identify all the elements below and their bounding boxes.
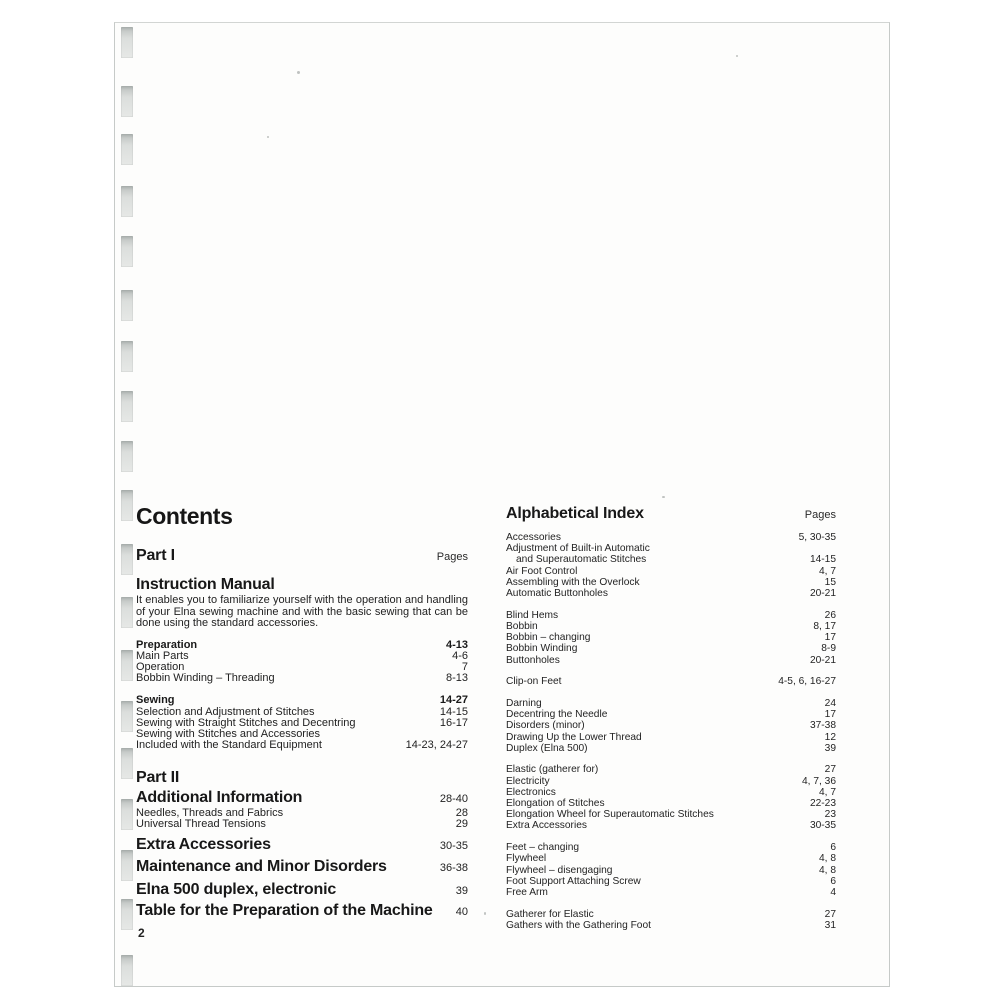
index-entry-pages: 6 — [830, 842, 836, 854]
index-row — [506, 887, 836, 898]
binding-hole — [121, 391, 133, 422]
index-entry-pages: 20-21 — [809, 588, 836, 600]
index-entry-label: Flywheel — [506, 853, 547, 865]
toc-row — [136, 740, 468, 751]
contents-column — [136, 504, 468, 940]
toc-entry-pages: 4-6 — [452, 650, 468, 663]
index-entry-label: Adjustment of Built-in Automatic — [506, 543, 650, 555]
index-entry-pages: 4, 8 — [819, 864, 836, 876]
binding-hole — [121, 490, 133, 521]
index-entry-label: Flywheel – disengaging — [506, 864, 613, 876]
binding-hole — [121, 186, 133, 217]
binding-hole — [121, 850, 133, 881]
scan-speck — [297, 71, 300, 74]
index-entry-label: Elongation Wheel for Superautomatic Stitches — [506, 809, 714, 821]
binding-hole — [121, 799, 133, 830]
index-entry-label: Feet – changing — [506, 842, 580, 854]
index-row — [506, 764, 836, 775]
alphabetical-index-list — [506, 532, 836, 931]
index-entry-label: Accessories — [506, 532, 561, 543]
manual-page — [114, 22, 890, 987]
toc-group — [136, 695, 468, 750]
index-row — [506, 820, 836, 831]
binding-hole — [121, 701, 133, 732]
index-entry-label: Blind Hems — [506, 609, 559, 621]
index-row — [506, 588, 836, 599]
index-letter-group — [506, 532, 836, 599]
index-row — [506, 554, 836, 565]
binding-hole — [121, 341, 133, 372]
index-entry-pages: 5, 30-35 — [798, 532, 836, 543]
index-row — [506, 655, 836, 666]
index-row — [506, 787, 836, 798]
index-entry-pages: 31 — [824, 919, 836, 931]
index-row — [506, 632, 836, 643]
part-label: Part II — [136, 768, 180, 786]
index-row — [506, 776, 836, 787]
index-entry-label: Free Arm — [506, 886, 548, 898]
toc-entry-label: Needles, Threads and Fabrics — [136, 806, 284, 819]
toc-section-heading — [136, 789, 468, 806]
index-entry-pages: 12 — [824, 731, 836, 743]
toc-entry-pages: 14-27 — [439, 694, 468, 707]
index-entry-pages: 39 — [824, 742, 836, 754]
index-row — [506, 920, 836, 931]
index-letter-group — [506, 610, 836, 666]
binding-hole — [121, 290, 133, 321]
binding-hole — [121, 650, 133, 681]
contents-title: Contents — [136, 503, 233, 529]
index-entry-label: Bobbin – changing — [506, 632, 591, 644]
binding-hole — [121, 27, 133, 58]
index-row — [506, 842, 836, 853]
toc-row — [136, 695, 468, 706]
toc-entry-pages: 4-13 — [445, 639, 468, 652]
binding-hole — [121, 236, 133, 267]
index-letter-group — [506, 698, 836, 754]
index-pages-label: Pages — [804, 509, 836, 521]
binding-hole — [121, 955, 133, 986]
index-row — [506, 732, 836, 743]
index-entry-pages: 20-21 — [809, 654, 836, 666]
index-row — [506, 809, 836, 820]
toc-section-heading — [136, 902, 468, 919]
index-entry-label: Darning — [506, 697, 542, 709]
index-row — [506, 621, 836, 632]
index-entry-pages: 22-23 — [809, 798, 836, 810]
toc-entry-pages: 14-15 — [439, 705, 468, 718]
index-entry-pages: 6 — [830, 875, 836, 887]
index-entry-pages: 4, 7 — [819, 786, 836, 798]
index-entry-label: Elastic (gatherer for) — [506, 764, 599, 776]
index-row — [506, 865, 836, 876]
toc-entry-label: Sewing — [136, 694, 175, 707]
index-entry-pages: 37-38 — [809, 720, 836, 732]
toc-row — [136, 819, 468, 830]
toc-entry-pages: 14-23, 24-27 — [405, 738, 468, 751]
index-entry-label: Automatic Buttonholes — [506, 588, 608, 600]
toc-group — [136, 640, 468, 684]
toc-section-heading — [136, 858, 468, 875]
index-entry-pages: 8-9 — [821, 643, 836, 655]
index-row — [506, 743, 836, 754]
toc-row — [136, 651, 468, 662]
index-letter-group — [506, 676, 836, 687]
index-entry-label: Assembling with the Overlock — [506, 576, 640, 588]
index-entry-pages: 4 — [830, 886, 836, 898]
scan-speck — [484, 912, 486, 915]
section-pages: 39 — [455, 885, 468, 898]
scan-speck — [736, 55, 738, 57]
pages-column-label: Pages — [436, 551, 468, 563]
toc-entry-pages: 28 — [455, 806, 468, 819]
index-entry-pages: 27 — [824, 908, 836, 920]
section-pages: 28-40 — [439, 792, 468, 805]
index-row — [506, 566, 836, 577]
toc-entry-label: Main Parts — [136, 650, 189, 663]
toc-section-heading — [136, 576, 468, 593]
index-entry-pages: 17 — [824, 632, 836, 644]
section-pages: 30-35 — [439, 840, 468, 853]
index-entry-pages: 4, 8 — [819, 853, 836, 865]
index-entry-label: Drawing Up the Lower Thread — [506, 731, 642, 743]
index-row — [506, 876, 836, 887]
toc-row — [136, 673, 468, 684]
index-row — [506, 676, 836, 687]
index-row — [506, 532, 836, 543]
index-entry-label: Electronics — [506, 786, 556, 798]
toc-entry-label: Operation — [136, 661, 185, 674]
toc-entry-label: Selection and Adjustment of Stitches — [136, 705, 315, 718]
index-letter-group — [506, 842, 836, 898]
toc-part-row — [136, 769, 468, 786]
index-entry-label: Extra Accessories — [506, 820, 587, 832]
index-entry-pages: 27 — [824, 764, 836, 776]
section-title: Extra Accessories — [136, 836, 271, 854]
toc-entry-label: Universal Thread Tensions — [136, 818, 266, 831]
toc-entry-label: Sewing with Straight Stitches and Decentring — [136, 716, 356, 729]
index-entry-pages: 4, 7 — [819, 565, 836, 577]
index-entry-pages: 17 — [824, 709, 836, 721]
index-entry-label: Bobbin Winding — [506, 643, 578, 655]
toc-part-row — [136, 547, 468, 564]
toc-group — [136, 808, 468, 830]
index-entry-label: Air Foot Control — [506, 565, 578, 577]
index-entry-label: Buttonholes — [506, 654, 560, 666]
toc-section-heading — [136, 836, 468, 853]
toc-entry-pages: 7 — [461, 661, 468, 674]
index-entry-pages: 26 — [824, 609, 836, 621]
index-entry-label: Duplex (Elna 500) — [506, 742, 588, 754]
section-title: Instruction Manual — [136, 576, 275, 593]
index-letter-group — [506, 764, 836, 831]
index-entry-label: Electricity — [506, 775, 550, 787]
index-entry-pages: 23 — [824, 809, 836, 821]
index-entry-label: Decentring the Needle — [506, 709, 608, 721]
index-column — [506, 504, 836, 931]
index-entry-label: and Superautomatic Stitches — [516, 554, 647, 566]
page-number: 2 — [138, 926, 145, 941]
index-row — [506, 853, 836, 864]
section-pages: 36-38 — [439, 862, 468, 875]
part-label: Part I — [136, 547, 175, 564]
toc-entry-label: Preparation — [136, 639, 198, 652]
toc-row — [136, 707, 468, 718]
binding-hole — [121, 441, 133, 472]
index-entry-label: Gatherer for Elastic — [506, 908, 594, 920]
index-row — [506, 577, 836, 588]
toc-entry-pages: 29 — [455, 818, 468, 831]
index-entry-label: Foot Support Attaching Screw — [506, 875, 641, 887]
toc-entry-label: Bobbin Winding – Threading — [136, 672, 275, 685]
index-letter-group — [506, 909, 836, 931]
toc-entry-pages: 8-13 — [445, 672, 468, 685]
section-title: Elna 500 duplex, electronic — [136, 881, 337, 899]
section-title: Additional Information — [136, 788, 303, 806]
index-entry-pages: 24 — [824, 697, 836, 709]
index-entry-label: Elongation of Stitches — [506, 798, 605, 810]
index-row — [506, 798, 836, 809]
index-entry-pages: 30-35 — [809, 820, 836, 832]
binding-hole — [121, 597, 133, 628]
binding-hole — [121, 134, 133, 165]
toc-entry-pages: 16-17 — [439, 716, 468, 729]
index-row — [506, 709, 836, 720]
index-entry-pages: 8, 17 — [813, 620, 836, 632]
index-row — [506, 720, 836, 731]
index-entry-label: Gathers with the Gathering Foot — [506, 919, 651, 931]
table-of-contents — [136, 547, 468, 919]
toc-entry-label: Sewing with Stitches and Accessories — [136, 727, 321, 740]
binding-hole — [121, 748, 133, 779]
index-entry-pages: 15 — [824, 576, 836, 588]
binding-hole — [121, 86, 133, 117]
scan-speck — [662, 496, 665, 498]
index-row — [506, 698, 836, 709]
index-row — [506, 909, 836, 920]
intro-paragraph: It enables you to familiarize yourself with the operation and handling of your Elna sewing machine and with the basic sewing that can be done using the standard accessories. — [136, 594, 468, 630]
binding-hole — [121, 544, 133, 575]
index-entry-pages: 4, 7, 36 — [802, 775, 836, 787]
scan-speck — [267, 136, 269, 138]
index-row — [506, 610, 836, 621]
binding-hole — [121, 899, 133, 930]
toc-section-heading — [136, 881, 468, 898]
index-row — [506, 543, 836, 554]
section-title: Maintenance and Minor Disorders — [136, 858, 387, 876]
index-entry-label: Disorders (minor) — [506, 720, 585, 732]
index-title: Alphabetical Index — [506, 505, 644, 522]
toc-entry-label: Included with the Standard Equipment — [136, 738, 322, 751]
section-pages: 40 — [455, 906, 468, 919]
index-header — [506, 504, 836, 524]
index-row — [506, 643, 836, 654]
index-entry-label: Clip-on Feet — [506, 676, 562, 688]
index-entry-pages: 4-5, 6, 16-27 — [778, 676, 836, 688]
section-title: Table for the Preparation of the Machine — [136, 902, 433, 920]
index-entry-pages: 14-15 — [809, 554, 836, 566]
index-entry-label: Bobbin — [506, 620, 538, 632]
